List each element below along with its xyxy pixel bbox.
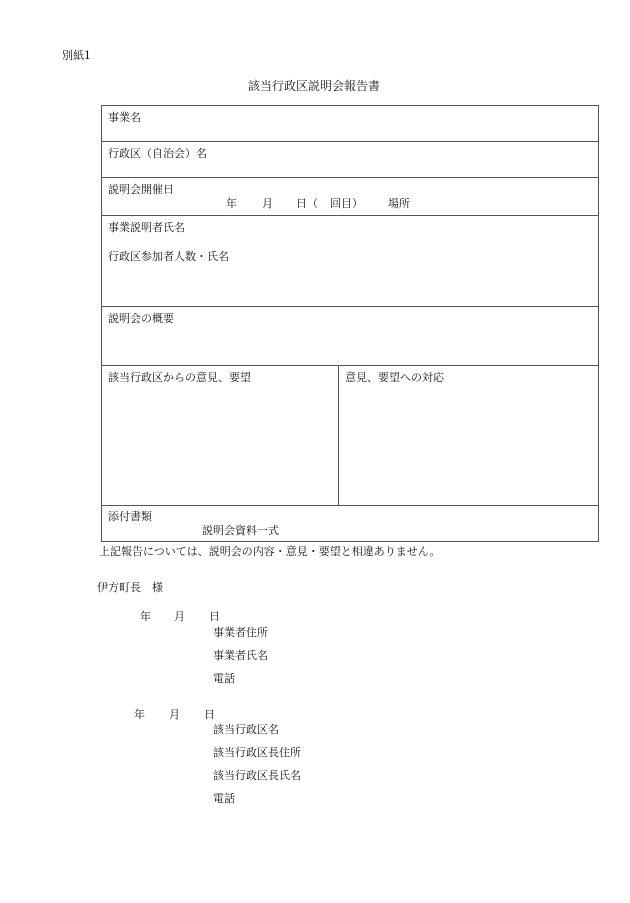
opinions-label: 該当行政区からの意見、要望 bbox=[108, 371, 251, 384]
session-day-label: 日（ bbox=[296, 197, 318, 210]
participants-field[interactable] bbox=[102, 264, 598, 305]
business-phone-label: 電話 bbox=[213, 672, 235, 685]
district-month-label: 月 bbox=[169, 708, 180, 721]
summary-label: 説明会の概要 bbox=[108, 312, 174, 325]
session-venue-label: 場所 bbox=[388, 197, 410, 210]
page-title: 該当行政区説明会報告書 bbox=[248, 79, 381, 93]
district-name-label: 行政区（自治会）名 bbox=[108, 147, 207, 160]
participants-label: 行政区参加者人数・氏名 bbox=[108, 250, 229, 263]
opinions-field[interactable] bbox=[102, 385, 338, 505]
project-name-label: 事業名 bbox=[108, 111, 141, 124]
attachments-label: 添付書類 bbox=[108, 510, 152, 523]
session-year-label: 年 bbox=[226, 197, 237, 210]
responses-label: 意見、要望への対応 bbox=[345, 371, 444, 384]
project-name-field[interactable] bbox=[102, 124, 598, 141]
session-date-label: 説明会開催日 bbox=[108, 183, 174, 196]
district-year-label: 年 bbox=[134, 708, 145, 721]
attachments-value: 説明会資料一式 bbox=[202, 524, 279, 537]
business-name-label: 事業者氏名 bbox=[213, 649, 268, 662]
business-year-label: 年 bbox=[140, 610, 151, 623]
district-day-label: 日 bbox=[204, 708, 215, 721]
summary-field[interactable] bbox=[102, 326, 598, 364]
session-count-label: 回目） bbox=[330, 197, 363, 210]
presenter-label: 事業説明者氏名 bbox=[108, 221, 185, 234]
responses-field[interactable] bbox=[339, 385, 598, 505]
business-address-label: 事業者住所 bbox=[213, 626, 268, 639]
district-name-field[interactable] bbox=[215, 142, 598, 177]
business-day-label: 日 bbox=[209, 610, 220, 623]
addressee: 伊方町長 様 bbox=[97, 581, 163, 594]
attachment-label: 別紙1 bbox=[62, 49, 91, 62]
district-head-address-label: 該当行政区長住所 bbox=[213, 746, 301, 759]
session-month-label: 月 bbox=[262, 197, 273, 210]
business-month-label: 月 bbox=[174, 610, 185, 623]
district-phone-label: 電話 bbox=[213, 792, 235, 805]
district-name-sign-label: 該当行政区名 bbox=[213, 723, 279, 736]
district-head-name-label: 該当行政区長氏名 bbox=[213, 769, 301, 782]
certification-statement: 上記報告については、説明会の内容・意見・要望と相違ありません。 bbox=[99, 545, 441, 558]
